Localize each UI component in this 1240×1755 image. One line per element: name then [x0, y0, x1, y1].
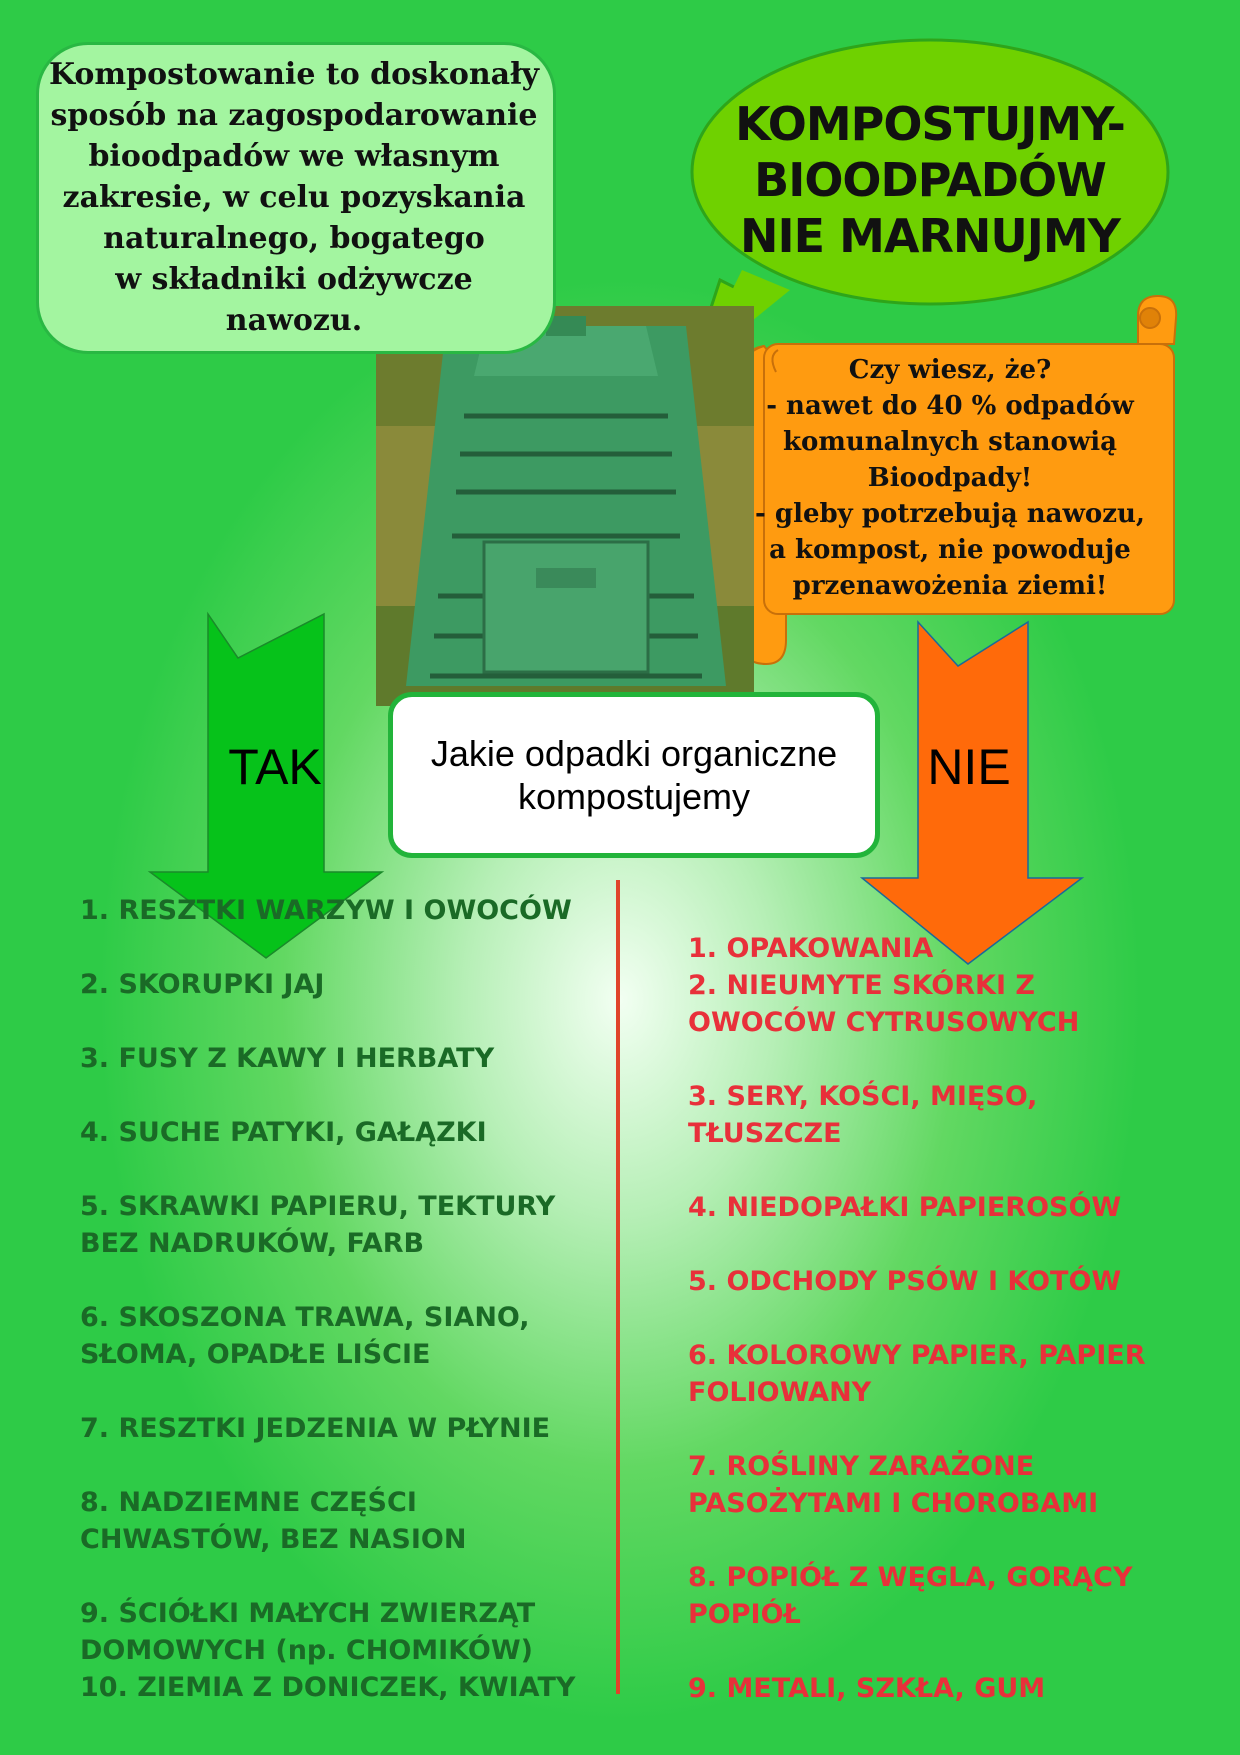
slogan-heading: KOMPOSTUJMY- BIOODPADÓW NIE MARNUJMY	[735, 97, 1125, 263]
no-label: NIE	[927, 739, 1011, 795]
list-item: 2. NIEUMYTE SKÓRKI Z OWOCÓW CYTRUSOWYCH	[688, 970, 1080, 1038]
list-item: 2. SKORUPKI JAJ	[80, 969, 325, 1000]
list-item: 9. METALI, SZKŁA, GUM	[688, 1673, 1046, 1704]
list-item: 9. ŚCIÓŁKI MAŁYCH ZWIERZĄT DOMOWYCH (np. CHOMIKÓW)	[80, 1598, 536, 1666]
list-item: 7. RESZTKI JEDZENIA W PŁYNIE	[80, 1413, 551, 1444]
list-item: 3. FUSY Z KAWY I HERBATY	[80, 1043, 495, 1074]
fact-text: Czy wiesz, że? - nawet do 40 % odpadów komunalnych stanowią Bioodpady! - gleby potrzebują nawozu, a kompost, nie powoduje przenawożenia ziemi!	[755, 355, 1145, 601]
list-item: 3. SERY, KOŚCI, MIĘSO, TŁUSZCZE	[688, 1081, 1038, 1149]
intro-text: Kompostowanie to doskonały sposób na zagospodarowanie bioodpadów we własnym zakresie, w celu pozyskania naturalnego, bogatego w składniki odżywcze nawozu.	[48, 57, 540, 338]
compost-bin-photo	[376, 306, 754, 706]
list-item: 8. POPIÓŁ Z WĘGLA, GORĄCY POPIÓŁ	[688, 1562, 1133, 1630]
list-item: 4. NIEDOPAŁKI PAPIEROSÓW	[688, 1192, 1122, 1223]
list-item: 7. ROŚLINY ZARAŻONE PASOŻYTAMI I CHOROBAMI	[688, 1451, 1099, 1519]
list-item: 5. ODCHODY PSÓW I KOTÓW	[688, 1266, 1122, 1297]
list-item: 8. NADZIEMNE CZĘŚCI CHWASTÓW, BEZ NASION	[80, 1487, 467, 1555]
list-item: 1. OPAKOWANIA	[688, 933, 934, 964]
yes-label: TAK	[228, 739, 322, 795]
list-item: 10. ZIEMIA Z DONICZEK, KWIATY	[80, 1672, 576, 1703]
no-list	[688, 930, 1208, 1707]
yes-list	[80, 892, 600, 1706]
list-item: 1. RESZTKI WARZYW I OWOCÓW	[80, 895, 572, 926]
column-divider	[616, 880, 620, 1694]
list-item: 5. SKRAWKI PAPIERU, TEKTURY BEZ NADRUKÓW, FARB	[80, 1191, 556, 1259]
list-item: 4. SUCHE PATYKI, GAŁĄZKI	[80, 1117, 487, 1148]
question-box: Jakie odpadki organiczne kompostujemy	[388, 692, 880, 858]
list-item: 6. KOLOROWY PAPIER, PAPIER FOLIOWANY	[688, 1340, 1146, 1408]
list-item: 6. SKOSZONA TRAWA, SIANO, SŁOMA, OPADŁE LIŚCIE	[80, 1302, 530, 1370]
